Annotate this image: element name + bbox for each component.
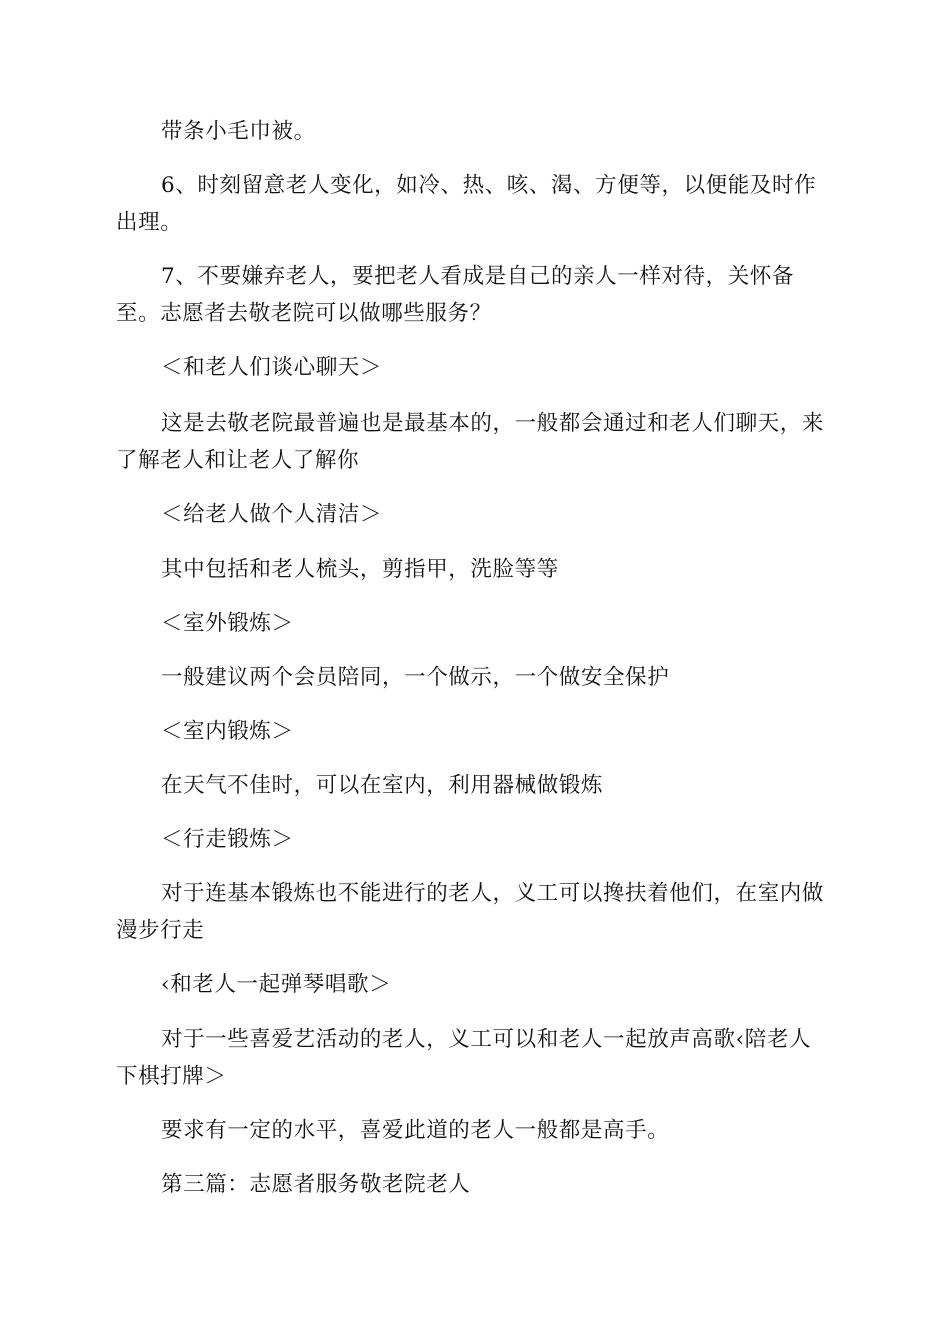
text-line: 7、不要嫌弃老人，要把老人看成是自己的亲人一样对待，关怀备 [161, 264, 795, 289]
paragraph [116, 767, 836, 804]
section-heading [116, 966, 836, 1003]
text-line: 漫步行走 [116, 918, 205, 943]
paragraph [116, 551, 836, 588]
text-line: 对于一些喜爱艺活动的老人，义工可以和老人一起放声高歌‹陪老人 [161, 1027, 812, 1052]
paragraph [116, 875, 836, 949]
text-line: 要求有一定的水平，喜爱此道的老人一般都是高手。 [161, 1118, 670, 1143]
text-line: 第三篇：志愿者服务敬老院老人 [161, 1172, 471, 1197]
text-line: 6、时刻留意老人变化，如冷、热、咳、渴、方便等，以便能及时作 [161, 173, 817, 198]
section-heading [116, 605, 836, 642]
text-line: 其中包括和老人梳头，剪指甲，洗脸等等 [161, 557, 559, 582]
paragraph [116, 113, 836, 150]
section-heading [116, 821, 836, 858]
text-line: ＜室外锻炼＞ [161, 611, 294, 636]
paragraph [116, 1112, 836, 1149]
text-line: ＜行走锻炼＞ [161, 827, 294, 852]
paragraph [116, 258, 836, 332]
text-line: 至。志愿者去敬老院可以做哪些服务？ [116, 301, 492, 326]
paragraph [116, 659, 836, 696]
text-line: 在天气不佳时，可以在室内，利用器械做锻炼 [161, 773, 604, 798]
paragraph [116, 405, 836, 479]
section-heading [116, 713, 836, 750]
section-heading [116, 349, 836, 386]
text-line: 出理。 [116, 210, 183, 235]
chapter-title [116, 1166, 836, 1203]
text-line: ＜室内锻炼＞ [161, 719, 294, 744]
paragraph [116, 167, 836, 241]
text-line: 下棋打牌＞ [116, 1064, 227, 1089]
paragraph [116, 1021, 836, 1095]
text-line: ＜和老人们谈心聊天＞ [161, 355, 383, 380]
text-line: 一般建议两个会员陪同，一个做示，一个做安全保护 [161, 665, 670, 690]
text-line: ‹和老人一起弹琴唱歌＞ [161, 972, 392, 997]
text-line: ＜给老人做个人清洁＞ [161, 502, 383, 527]
text-line: 这是去敬老院最普遍也是最基本的，一般都会通过和老人们聊天，来 [161, 411, 825, 436]
text-line: 带条小毛巾被。 [161, 119, 316, 144]
section-heading [116, 496, 836, 533]
text-line: 对于连基本锻炼也不能进行的老人，义工可以搀扶着他们，在室内做 [161, 881, 825, 906]
text-line: 了解老人和让老人了解你 [116, 448, 360, 473]
